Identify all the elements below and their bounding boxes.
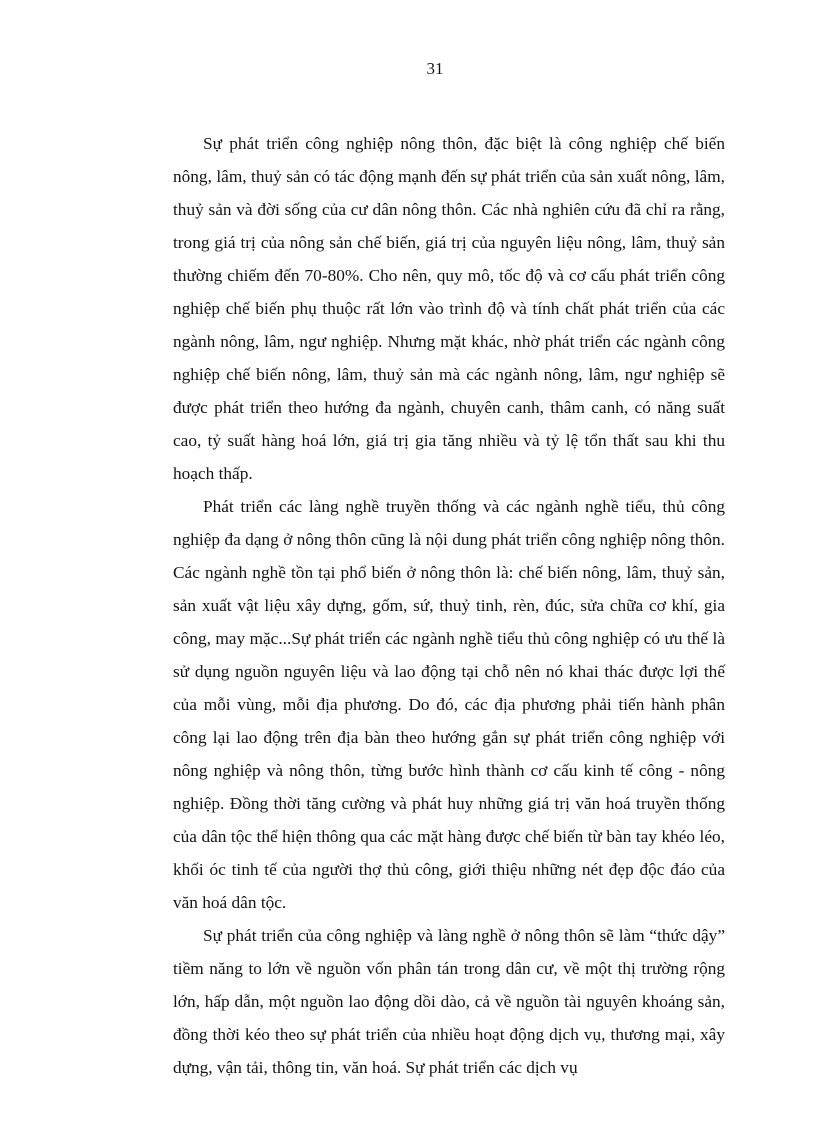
body-text bbox=[173, 127, 725, 1084]
paragraph-craft-villages: Phát triển các làng nghề truyền thống và các ngành nghề tiểu, thủ công nghiệp đa dạng ở nông thôn cũng là nội dung phát triển công nghiệp nông thôn. Các ngành nghề tồn tại phổ biến ở nông thôn là: chế biến nông, lâm, thuỷ sản, sản xuất vật liệu xây dựng, gốm, sứ, thuỷ tinh, rèn, đúc, sửa chữa cơ khí, gia công, may mặc...Sự phát triển các ngành nghề tiểu thủ công nghiệp có ưu thế là sử dụng nguồn nguyên liệu và lao động tại chỗ nên nó khai thác được lợi thế của mỗi vùng, mỗi địa phương. Do đó, các địa phương phải tiến hành phân công lại lao động trên địa bàn theo hướng gắn sự phát triển công nghiệp với nông nghiệp và nông thôn, từng bước hình thành cơ cấu kinh tế công - nông nghiệp. Đồng thời tăng cường và phát huy những giá trị văn hoá truyền thống của dân tộc thể hiện thông qua các mặt hàng được chế biến từ bàn tay khéo léo, khối óc tinh tế của người thợ thủ công, giới thiệu những nét đẹp độc đáo của văn hoá dân tộc. bbox=[173, 497, 725, 912]
paragraph-industrial-development: Sự phát triển công nghiệp nông thôn, đặc biệt là công nghiệp chế biến nông, lâm, thuỷ sản có tác động mạnh đến sự phát triển của sản xuất nông, lâm, thuỷ sản và đời sống của cư dân nông thôn. Các nhà nghiên cứu đã chỉ ra rằng, trong giá trị của nông sản chế biến, giá trị của nguyên liệu nông, lâm, thuỷ sản thường chiếm đến 70-80%. Cho nên, quy mô, tốc độ và cơ cấu phát triển công nghiệp chế biến phụ thuộc rất lớn vào trình độ và tính chất phát triển của các ngành nông, lâm, ngư nghiệp. Nhưng mặt khác, nhờ phát triển các ngành công nghiệp chế biến nông, lâm, thuỷ sản mà các ngành nông, lâm, ngư nghiệp sẽ được phát triển theo hướng đa ngành, chuyên canh, thâm canh, có năng suất cao, tỷ suất hàng hoá lớn, giá trị gia tăng nhiều và tỷ lệ tổn thất sau khi thu hoạch thấp. bbox=[173, 134, 725, 483]
paragraph-rural-potential: Sự phát triển của công nghiệp và làng nghề ở nông thôn sẽ làm “thức dậy” tiềm năng to lớn về nguồn vốn phân tán trong dân cư, về một thị trường rộng lớn, hấp dẫn, một nguồn lao động dồi dào, cả về nguồn tài nguyên khoáng sản, đồng thời kéo theo sự phát triển của nhiều hoạt động dịch vụ, thương mại, xây dựng, vận tải, thông tin, văn hoá. Sự phát triển các dịch vụ bbox=[173, 926, 725, 1077]
page-number: 31 bbox=[426, 59, 444, 78]
